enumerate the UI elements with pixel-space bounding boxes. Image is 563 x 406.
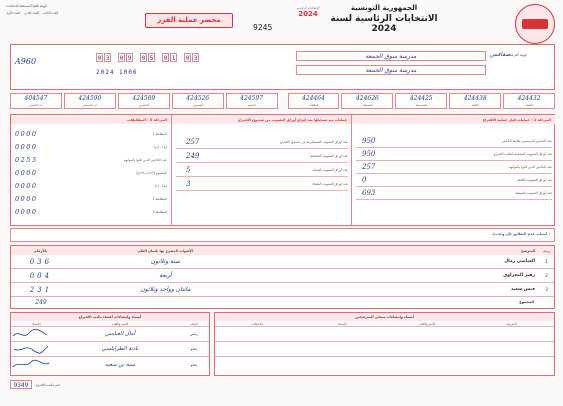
- row-label: عدد أوراق التصويت المسلمة لمكتب الاقتراع: [493, 152, 552, 156]
- candidate-votes-text: أربعة: [159, 272, 172, 279]
- count-label: المستلمة: [362, 104, 373, 107]
- member-row: [11, 357, 209, 372]
- header-votes-num: بالأرقام: [34, 248, 48, 253]
- stage3-panel: [11, 115, 171, 225]
- row-label: المطابقة 1: [152, 131, 167, 136]
- count-cell: [10, 93, 62, 109]
- row-value: 0000: [15, 207, 38, 216]
- candidates-header: [11, 246, 554, 255]
- republic-title: الجمهورية التونسية: [350, 4, 418, 12]
- count-label: المستعملة: [415, 104, 427, 107]
- stage3-row: [15, 166, 167, 179]
- row-value: 257: [186, 137, 200, 146]
- stage1-list: [356, 135, 552, 200]
- code-digit: 3: [193, 55, 198, 62]
- delegation-value: مدرسة سوق الجمعة: [365, 53, 417, 60]
- code-digit: 0: [141, 55, 146, 62]
- count-cell: [449, 93, 501, 109]
- signature-icon: [11, 358, 61, 371]
- count-value: 404547: [24, 95, 48, 102]
- stage2-row: [176, 135, 348, 149]
- count-label: المصوتين: [192, 104, 203, 107]
- rep-name-header: الاسم واللقب: [418, 322, 436, 326]
- meta-note: الهيئة العليا المستقلة للانتخابات: [6, 4, 47, 8]
- count-value: 424432: [517, 95, 541, 102]
- count-label: التالفة: [471, 104, 479, 107]
- row-value: 249: [186, 151, 200, 160]
- count-label: عدد المسجلين: [82, 104, 98, 107]
- members-table: [10, 312, 210, 376]
- members-role-header: الصفة: [190, 322, 198, 326]
- rep-row: [215, 327, 554, 342]
- mismatch-note-field: [10, 228, 555, 242]
- signature-icon: [11, 328, 61, 341]
- count-cell: [118, 93, 170, 109]
- footer-stamp: [10, 380, 60, 389]
- row-value: 0000: [15, 129, 38, 138]
- left-meta-block: [6, 4, 126, 32]
- row-label: عدد أوراق التصويت التالفة: [517, 178, 552, 182]
- stage1-row: [356, 148, 552, 161]
- row-value: 3: [186, 179, 191, 188]
- row-value: 5: [186, 165, 191, 174]
- candidate-name: قيس سعيد: [510, 287, 536, 292]
- mismatch-note-label: أسباب عدم التطابق (إن وجدت) :: [492, 232, 550, 236]
- rep-notes-header: ملاحظات: [251, 322, 264, 326]
- count-label: الملغاة: [525, 104, 533, 107]
- row-value: 693: [362, 189, 376, 197]
- count-cell: [503, 93, 555, 109]
- row-label: عدد أوراق التصويت المتبقية: [515, 191, 552, 195]
- count-value: 424590: [78, 95, 102, 102]
- candidate-row: [11, 255, 554, 269]
- meta-item-3: العدد الثالث: [42, 11, 59, 15]
- logo-year: 2024: [298, 10, 318, 18]
- code-digit: 0: [185, 55, 190, 62]
- rep-sig-header: الإمضاء: [337, 322, 347, 326]
- candidate-num: 1: [545, 259, 548, 264]
- count-label: المتبقية: [247, 104, 256, 107]
- member-name: نادية الطرابلسي: [101, 346, 139, 352]
- stage3-list: [15, 127, 167, 218]
- code-digit: 0: [163, 55, 168, 62]
- count-value: 424425: [409, 95, 433, 102]
- candidates-total-value: 249: [35, 298, 47, 306]
- stage3-row: [15, 127, 167, 140]
- members-title: أسماء وإمضاءات أعضاء مكتب الاقتراع: [11, 313, 209, 321]
- row-label: عدد الناخبين الذين أدلوا بأصواتهم: [123, 157, 167, 162]
- candidate-row: [11, 269, 554, 283]
- rep-candidate-header: المترشح: [506, 322, 517, 326]
- candidate-votes-text: ستة وثلاثون: [150, 258, 181, 265]
- candidate-num: 3: [545, 287, 548, 292]
- region-label: الهيئة الفرعية: [509, 53, 527, 57]
- representatives-title: أسماء وإمضاءات ممثلي المترشحين: [215, 313, 554, 321]
- count-cell: [64, 93, 116, 109]
- code-digit: 5: [149, 55, 154, 62]
- count-cell: [341, 93, 393, 109]
- row-label: عدد أوراق التصويت الصحيحة: [309, 153, 348, 158]
- member-role: رئيس: [190, 332, 198, 336]
- code-digit: 0: [97, 55, 102, 62]
- stage1-row: [356, 161, 552, 174]
- code-digit: 1: [171, 55, 176, 62]
- candidate-votes-num: 036: [29, 257, 53, 266]
- delegation-field: [296, 51, 486, 61]
- row-label: المطابقة 2: [152, 196, 167, 201]
- stage3-row: [15, 205, 167, 218]
- row-value: 950: [362, 150, 376, 158]
- stage1-row: [356, 135, 552, 148]
- candidates-total-label: المجموع: [519, 300, 534, 304]
- count-value: 424597: [240, 95, 264, 102]
- election-title: الانتخابات الرئاسية لسنة 2024: [330, 14, 438, 34]
- code-digit: 3: [105, 55, 110, 62]
- stage2-list: [176, 135, 348, 191]
- stage1-title: المرحلة 1 : عمليات قبل عملية الاقتراع: [482, 118, 551, 122]
- row-label: عدد الناخبين الذين أدلوا بأصواتهم: [508, 165, 552, 169]
- header-votes-text: الأصوات المصرح بها بلسان القلم: [137, 248, 193, 253]
- rep-row: [215, 357, 554, 372]
- members-sig-header: الإمضاء: [31, 322, 41, 326]
- stage3-row: [15, 153, 167, 166]
- header-name: المترشح: [521, 248, 536, 253]
- stage2-title: عمليات يتم تسجيلها بعد إفراغ أوراق التصويت من صندوق الاقتراع: [238, 118, 347, 122]
- isie-logo-icon: [515, 4, 555, 44]
- office-code-digits: [96, 53, 199, 62]
- count-cell: [395, 93, 447, 109]
- row-label: (ب) - (ج): [153, 144, 167, 149]
- row-value: 0000: [15, 194, 38, 203]
- row-value: 0000: [15, 142, 38, 151]
- row-label: عدد أوراق التصويت البيضاء: [312, 167, 348, 172]
- member-row: [11, 342, 209, 357]
- stage2-panel: [171, 115, 351, 225]
- office-info-panel: [10, 44, 555, 90]
- candidate-row: [11, 283, 554, 297]
- stage3-row: [15, 140, 167, 153]
- logo-text: الانتخابات الرئاسية: [296, 6, 320, 10]
- form-number: 9245: [253, 23, 273, 32]
- rep-row: [215, 342, 554, 357]
- representatives-table: [214, 312, 555, 376]
- region-value: صفاقس: [490, 51, 511, 58]
- candidate-name: العياشي زمال: [504, 259, 536, 264]
- count-value: 424464: [302, 95, 325, 102]
- candidates-table: [10, 245, 555, 309]
- code-digit: 0: [119, 55, 124, 62]
- candidate-votes-text: مائتان وواحد وثلاثون: [140, 286, 191, 293]
- stage2-row: [176, 177, 348, 191]
- stage1-row: [356, 187, 552, 200]
- stages-panel: [10, 114, 555, 226]
- row-value: 950: [362, 137, 376, 145]
- stage2-header: [172, 115, 351, 124]
- candidate-name: زهير المغزاوي: [503, 273, 536, 278]
- row-label: عدد الناخبين المرسمين بقائمة الناخبين: [501, 139, 552, 143]
- member-name: منية بن سعيد: [104, 361, 136, 368]
- stage3-header: [11, 115, 171, 124]
- stamp-label: ختم مكتب الاقتراع: [36, 382, 61, 387]
- office-handwritten-code: A960: [15, 57, 37, 66]
- meta-item-1: العدد الأول: [6, 11, 21, 15]
- row-value: 0000: [15, 181, 38, 190]
- count-value: 424438: [463, 95, 487, 102]
- stage1-panel: [351, 115, 555, 225]
- row-value: 0: [362, 176, 367, 184]
- member-role: عضو: [190, 362, 198, 367]
- signature-icon: [11, 343, 61, 356]
- stage3-row: [15, 192, 167, 205]
- row-label: عدد أوراق التصويت المستخرجة من صندوق الاقتراع: [280, 139, 348, 144]
- candidate-votes-num: 231: [29, 285, 53, 294]
- stage3-title: المرحلة 3 : المطابقات: [127, 118, 167, 122]
- center-value: مدرسة سوق الجمعة: [365, 67, 417, 74]
- row-value: 0253: [15, 155, 38, 164]
- row-label: المطابقة 3: [152, 209, 167, 214]
- election-logo: [296, 6, 320, 36]
- row-label: المجموع (أ)+(ب)+(ج): [136, 170, 167, 175]
- row-label: عدد أوراق التصويت الملغاة: [312, 181, 348, 186]
- stage1-row: [356, 174, 552, 187]
- stage1-header: [352, 115, 555, 124]
- count-label: عدد الناخبين: [29, 104, 43, 107]
- header-title-block: [318, 4, 450, 34]
- member-role: عضو: [190, 347, 198, 351]
- row-label: (د) - (هـ): [154, 183, 167, 188]
- member-name: أمال العباسي: [104, 331, 136, 337]
- stage3-row: [15, 179, 167, 192]
- member-row: [11, 327, 209, 342]
- stage2-row: [176, 149, 348, 163]
- office-date: 2024 1006: [96, 69, 138, 76]
- code-digit: 9: [127, 55, 132, 62]
- center-field: [296, 65, 486, 75]
- count-label: الحاضرين: [138, 104, 149, 107]
- members-name-header: الاسم واللقب: [111, 322, 129, 326]
- count-value: 424589: [132, 95, 156, 102]
- form-title-badge: [145, 13, 233, 28]
- stage2-row: [176, 163, 348, 177]
- count-value: 424626: [355, 95, 379, 102]
- candidates-total-row: [11, 297, 554, 307]
- candidate-votes-num: 004: [29, 271, 53, 280]
- count-cell: [226, 93, 278, 109]
- candidate-num: 2: [545, 273, 548, 278]
- row-value: 257: [362, 163, 376, 171]
- logo-mark: [522, 19, 548, 29]
- header-num: ر.ت: [543, 248, 550, 253]
- counts-row: [10, 93, 555, 111]
- meta-item-2: العدد الثاني: [24, 11, 39, 15]
- count-cell: [172, 93, 224, 109]
- row-value: 0000: [15, 168, 38, 177]
- count-value: 424526: [186, 95, 210, 102]
- form-title: محضر عملية الفرز: [157, 16, 221, 24]
- stamp-code: 9349: [10, 380, 32, 389]
- count-cell: [288, 93, 340, 109]
- count-label: البطاقات: [308, 104, 319, 107]
